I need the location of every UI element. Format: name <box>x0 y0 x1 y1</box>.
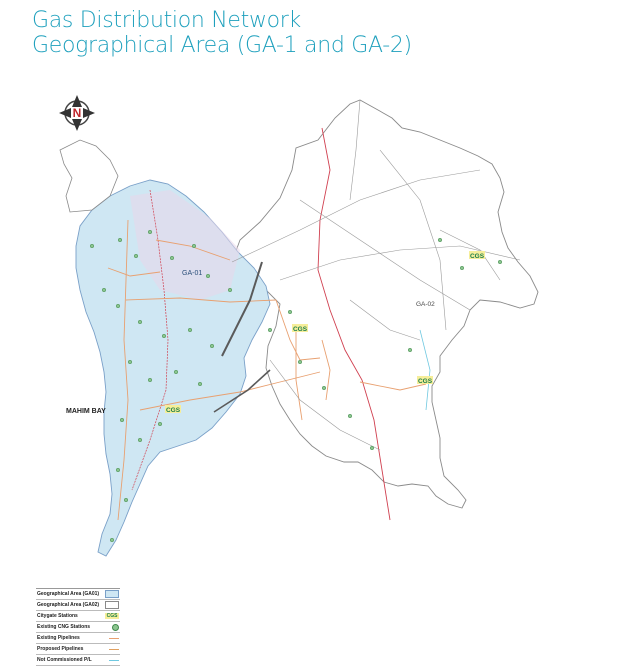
mahim-bay-label: MAHIM BAY <box>66 408 106 415</box>
cng-station-icon <box>112 624 119 631</box>
legend-label-not-commissioned: Not Commissioned P/L <box>37 657 92 663</box>
legend-row-ga02 <box>36 600 120 611</box>
existing-pipeline-line-icon <box>109 638 119 639</box>
legend-label-ga02: Geographical Area (GA02) <box>37 602 100 608</box>
legend-row-existing <box>36 633 120 644</box>
cgs-label-4: CGS <box>417 378 433 385</box>
north-letter: N <box>72 106 82 120</box>
title-line-2: Geographical Area (GA-1 and GA-2) <box>32 33 412 58</box>
legend-label-ga01: Geographical Area (GA01) <box>37 591 100 597</box>
not-commissioned-line-icon <box>109 660 119 661</box>
map-legend <box>36 588 120 666</box>
ga01-label: GA-01 <box>182 270 203 277</box>
legend-row-proposed <box>36 644 120 655</box>
legend-label-cng: Existing CNG Stations <box>37 624 91 630</box>
cgs-label-2: CGS <box>292 326 308 333</box>
legend-row-not-commissioned <box>36 655 120 666</box>
legend-row-ga01 <box>36 589 120 600</box>
ga02-label: GA-02 <box>416 301 435 308</box>
title-line-1: Gas Distribution Network <box>32 8 301 33</box>
legend-row-cgs <box>36 611 120 622</box>
cgs-marker-1 <box>165 405 181 414</box>
ga02-area <box>232 100 538 508</box>
legend-label-existing: Existing Pipelines <box>37 635 80 641</box>
ga01-swatch-icon <box>105 590 119 598</box>
legend-row-cng <box>36 622 120 633</box>
ga02-swatch-icon <box>105 601 119 609</box>
cgs-marker-4 <box>417 376 433 385</box>
legend-label-proposed: Proposed Pipelines <box>37 646 84 652</box>
cgs-label-3: CGS <box>469 253 485 260</box>
cgs-marker-3 <box>469 251 485 260</box>
legend-label-cgs: Citygate Stations <box>37 613 78 619</box>
north-arrow-icon <box>59 95 95 131</box>
cgs-swatch-icon: CGS <box>106 613 118 619</box>
proposed-pipeline-line-icon <box>109 649 119 650</box>
cgs-marker-2 <box>292 324 308 333</box>
cgs-label-1: CGS <box>165 407 181 414</box>
